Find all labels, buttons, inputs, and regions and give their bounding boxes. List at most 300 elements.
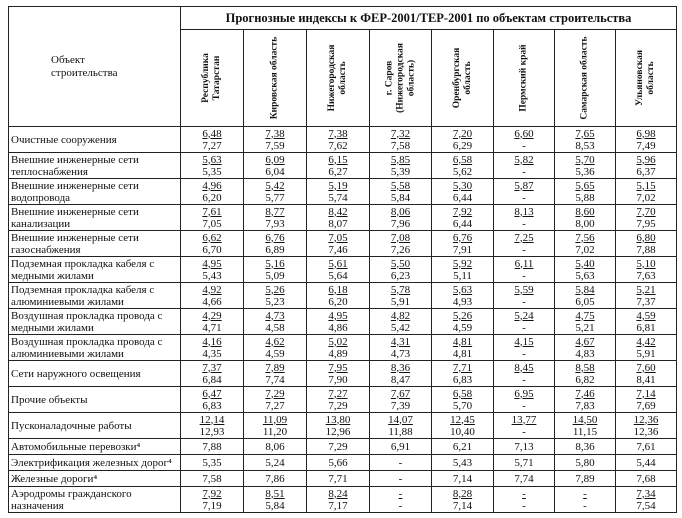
forecast-index-table <box>8 6 677 513</box>
index-value-cell <box>244 335 307 361</box>
base-index-value: 6,44 <box>452 217 473 230</box>
index-value-cell: 6,21 <box>432 439 494 455</box>
forecast-index-value: 8,77 <box>265 205 285 218</box>
index-value-cell <box>494 335 555 361</box>
forecast-index-value: 6,62 <box>202 231 222 244</box>
index-value-cell <box>616 487 677 513</box>
base-index-value: 10,40 <box>450 425 475 438</box>
base-index-value: 5,70 <box>452 399 473 412</box>
forecast-index-value: 6,09 <box>265 153 285 166</box>
index-value-cell <box>244 127 307 153</box>
base-index-value: 4,58 <box>265 321 285 334</box>
object-name-cell: Воздушная прокладка провода с медными жилами <box>9 309 181 335</box>
index-value-cell <box>555 387 616 413</box>
region-header-label: Республика Татарстан <box>201 53 222 103</box>
base-index-value: 6,04 <box>265 165 285 178</box>
base-index-value: 11,88 <box>388 425 413 438</box>
table-row <box>9 179 677 205</box>
forecast-index-value: 8,06 <box>390 205 411 218</box>
index-value-cell <box>494 361 555 387</box>
index-value-cell <box>370 309 432 335</box>
index-value-cell <box>370 361 432 387</box>
forecast-index-value: 7,89 <box>265 361 285 374</box>
base-index-value: 8,53 <box>575 139 595 152</box>
forecast-index-value: 7,92 <box>452 205 473 218</box>
forecast-index-value: 5,02 <box>328 335 348 348</box>
base-index-value: 12,36 <box>633 425 659 438</box>
forecast-index-value: 7,32 <box>390 127 411 140</box>
base-index-value: 4,59 <box>452 321 473 334</box>
index-value-cell <box>181 413 244 439</box>
index-value-cell <box>555 335 616 361</box>
base-index-value: 7,02 <box>575 243 595 256</box>
base-index-value: 6,82 <box>575 373 595 386</box>
index-value-cell <box>181 387 244 413</box>
index-value-cell <box>494 487 555 513</box>
base-index-value: - <box>522 499 526 512</box>
index-value-cell <box>307 231 370 257</box>
index-value-cell: 7,58 <box>181 471 244 487</box>
index-value-cell <box>370 127 432 153</box>
forecast-index-value: 4,81 <box>452 335 473 348</box>
base-index-value: 8,41 <box>636 373 656 386</box>
region-header-label: Пермский край <box>518 44 529 112</box>
base-index-value: 7,93 <box>265 217 285 230</box>
forecast-index-value: 7,65 <box>575 127 595 140</box>
base-index-value: - <box>522 373 526 386</box>
index-value-cell <box>494 257 555 283</box>
base-index-value: 7,90 <box>328 373 348 386</box>
forecast-index-value: 7,46 <box>575 387 595 400</box>
region-header-label: Оренбургская область <box>451 47 473 109</box>
index-value-cell <box>555 231 616 257</box>
region-header-label: г. Саров (Нижегородская область) <box>384 43 416 113</box>
forecast-index-value: 5,26 <box>265 283 285 296</box>
forecast-index-value: 12,14 <box>199 413 225 426</box>
table-row <box>9 361 677 387</box>
object-name-cell: Железные дороги⁴ <box>9 471 181 487</box>
index-value-cell <box>244 179 307 205</box>
base-index-value: 6,05 <box>575 295 595 308</box>
object-name-cell: Внешние инженерные сети канализации <box>9 205 181 231</box>
forecast-index-value: 4,62 <box>265 335 285 348</box>
table-row <box>9 257 677 283</box>
index-value-cell <box>494 153 555 179</box>
forecast-index-value: 8,28 <box>452 487 473 500</box>
index-value-cell <box>616 205 677 231</box>
index-value-cell: 5,24 <box>244 455 307 471</box>
index-value-cell: 5,66 <box>307 455 370 471</box>
index-value-cell <box>244 257 307 283</box>
forecast-index-value: 8,58 <box>575 361 595 374</box>
base-index-value: 7,46 <box>328 243 348 256</box>
base-index-value: - <box>583 499 587 512</box>
forecast-index-value: 7,92 <box>202 487 222 500</box>
forecast-index-value: 4,15 <box>514 335 534 348</box>
index-value-cell <box>616 413 677 439</box>
object-name-cell: Подземная прокладка кабеля с алюминиевыми жилами <box>9 283 181 309</box>
index-value-cell <box>616 283 677 309</box>
forecast-index-value: 8,13 <box>514 205 534 218</box>
index-value-cell <box>555 127 616 153</box>
forecast-index-value: 7,70 <box>636 205 656 218</box>
forecast-index-value: 6,76 <box>452 231 473 244</box>
table-row <box>9 487 677 513</box>
index-value-cell <box>494 205 555 231</box>
base-index-value: 4,59 <box>265 347 285 360</box>
index-value-cell <box>432 387 494 413</box>
index-value-cell <box>370 231 432 257</box>
forecast-index-value: 6,18 <box>328 283 348 296</box>
index-value-cell <box>616 179 677 205</box>
index-table-container <box>8 6 676 514</box>
forecast-index-value: 4,92 <box>202 283 222 296</box>
index-value-cell: 7,14 <box>432 471 494 487</box>
index-value-cell <box>555 153 616 179</box>
forecast-index-value: 14,07 <box>388 413 413 426</box>
forecast-index-value: 6,15 <box>328 153 348 166</box>
forecast-index-value: 7,14 <box>636 387 656 400</box>
base-index-value: 7,54 <box>636 499 656 512</box>
base-index-value: 7,39 <box>390 399 411 412</box>
index-value-cell <box>616 153 677 179</box>
index-value-cell <box>616 335 677 361</box>
base-index-value: - <box>522 269 526 282</box>
index-value-cell <box>616 127 677 153</box>
region-header <box>181 30 244 127</box>
index-value-cell <box>555 361 616 387</box>
base-index-value: 7,83 <box>575 399 595 412</box>
index-value-cell <box>432 283 494 309</box>
index-value-cell <box>370 335 432 361</box>
forecast-index-value: 7,08 <box>390 231 411 244</box>
base-index-value: - <box>522 243 526 256</box>
index-value-cell: 7,13 <box>494 439 555 455</box>
index-value-cell <box>181 179 244 205</box>
forecast-index-value: 7,56 <box>575 231 595 244</box>
forecast-index-value: 8,60 <box>575 205 595 218</box>
base-index-value: 7,88 <box>636 243 656 256</box>
base-index-value: 5,42 <box>390 321 411 334</box>
index-value-cell <box>432 153 494 179</box>
index-value-cell <box>307 257 370 283</box>
table-row <box>9 309 677 335</box>
index-value-cell <box>432 487 494 513</box>
forecast-index-value: 5,21 <box>636 283 656 296</box>
index-value-cell <box>307 335 370 361</box>
table-row <box>9 335 677 361</box>
index-value-cell: 7,68 <box>616 471 677 487</box>
forecast-index-value: 5,42 <box>265 179 285 192</box>
index-value-cell <box>181 231 244 257</box>
region-header <box>244 30 307 127</box>
forecast-index-value: 6,47 <box>202 387 222 400</box>
index-value-cell <box>494 387 555 413</box>
forecast-index-value: 5,24 <box>514 309 534 322</box>
forecast-index-value: 8,36 <box>390 361 411 374</box>
forecast-index-value: 4,31 <box>390 335 411 348</box>
base-index-value: 4,89 <box>328 347 348 360</box>
index-value-cell <box>307 309 370 335</box>
index-value-cell <box>494 283 555 309</box>
forecast-index-value: 7,20 <box>452 127 473 140</box>
index-value-cell <box>181 283 244 309</box>
forecast-index-value: 4,16 <box>202 335 222 348</box>
index-value-cell: 5,35 <box>181 455 244 471</box>
forecast-index-value: 5,50 <box>390 257 411 270</box>
forecast-index-value: 7,05 <box>328 231 348 244</box>
index-value-cell <box>616 309 677 335</box>
index-value-cell <box>181 361 244 387</box>
forecast-index-value: 6,98 <box>636 127 656 140</box>
index-value-cell <box>555 487 616 513</box>
index-value-cell <box>432 127 494 153</box>
base-index-value: 7,27 <box>202 139 222 152</box>
index-value-cell <box>494 231 555 257</box>
region-header-label: Самарская область <box>579 36 590 120</box>
forecast-index-value: 5,63 <box>452 283 473 296</box>
region-header-label: Нижегородская область <box>327 44 348 112</box>
forecast-index-value: 4,96 <box>202 179 222 192</box>
region-header-label: Кировская область <box>269 36 280 120</box>
index-value-cell: 5,71 <box>494 455 555 471</box>
region-header-label: Ульяновская область <box>635 49 657 107</box>
object-name-cell: Прочие объекты <box>9 387 181 413</box>
forecast-index-value: 5,70 <box>575 153 595 166</box>
forecast-index-value: 5,30 <box>452 179 473 192</box>
base-index-value: 6,44 <box>452 191 473 204</box>
base-index-value: 5,91 <box>636 347 656 360</box>
index-value-cell: 7,29 <box>307 439 370 455</box>
base-index-value: 6,29 <box>452 139 473 152</box>
object-name-cell: Внешние инженерные сети теплоснабжения <box>9 153 181 179</box>
base-index-value: 7,17 <box>328 499 348 512</box>
index-value-cell: 7,89 <box>555 471 616 487</box>
forecast-index-value: 5,85 <box>390 153 411 166</box>
index-value-cell <box>555 179 616 205</box>
forecast-index-value: 6,76 <box>265 231 285 244</box>
table-body <box>9 127 677 513</box>
forecast-index-value: 6,11 <box>514 257 534 270</box>
object-name-cell: Внешние инженерные сети водопровода <box>9 179 181 205</box>
index-value-cell <box>181 153 244 179</box>
forecast-index-value: 5,10 <box>636 257 656 270</box>
base-index-value: 4,73 <box>390 347 411 360</box>
base-index-value: 5,64 <box>328 269 348 282</box>
index-value-cell <box>555 205 616 231</box>
index-value-cell <box>370 387 432 413</box>
object-name-cell: Подземная прокладка кабеля с медными жилами <box>9 257 181 283</box>
index-value-cell <box>555 257 616 283</box>
index-value-cell <box>307 127 370 153</box>
forecast-index-value: - <box>398 487 403 500</box>
index-value-cell <box>244 309 307 335</box>
forecast-index-value: 5,87 <box>514 179 534 192</box>
object-column-header: Объект строительства <box>9 7 181 127</box>
table-row <box>9 413 677 439</box>
base-index-value: - <box>522 217 526 230</box>
index-value-cell <box>181 257 244 283</box>
index-value-cell <box>616 361 677 387</box>
base-index-value: 7,14 <box>452 499 473 512</box>
base-index-value: 7,69 <box>636 399 656 412</box>
index-value-cell <box>616 257 677 283</box>
forecast-index-value: 7,27 <box>328 387 348 400</box>
region-header <box>494 30 555 127</box>
base-index-value: - <box>522 425 526 438</box>
forecast-index-value: 8,45 <box>514 361 534 374</box>
index-value-cell <box>432 231 494 257</box>
forecast-index-value: 5,78 <box>390 283 411 296</box>
table-row <box>9 455 677 471</box>
index-value-cell <box>244 283 307 309</box>
index-value-cell <box>616 231 677 257</box>
table-row <box>9 205 677 231</box>
index-value-cell: 7,88 <box>181 439 244 455</box>
base-index-value: 7,02 <box>636 191 656 204</box>
index-value-cell: 6,91 <box>370 439 432 455</box>
index-value-cell <box>432 309 494 335</box>
table-row <box>9 283 677 309</box>
forecast-index-value: 5,82 <box>514 153 534 166</box>
forecast-index-value: 5,84 <box>575 283 595 296</box>
index-value-cell <box>181 205 244 231</box>
index-value-cell <box>370 487 432 513</box>
base-index-value: 7,91 <box>452 243 473 256</box>
index-value-cell <box>494 413 555 439</box>
base-index-value: 8,00 <box>575 217 595 230</box>
base-index-value: 11,15 <box>572 425 598 438</box>
index-value-cell <box>494 309 555 335</box>
base-index-value: - <box>522 191 526 204</box>
base-index-value: 4,35 <box>202 347 222 360</box>
base-index-value: - <box>522 347 526 360</box>
base-index-value: - <box>522 399 526 412</box>
base-index-value: 6,89 <box>265 243 285 256</box>
index-value-cell <box>494 127 555 153</box>
index-value-cell: 5,80 <box>555 455 616 471</box>
base-index-value: 7,74 <box>265 373 285 386</box>
index-value-cell <box>370 153 432 179</box>
object-name-cell: Электрификация железных дорог⁴ <box>9 455 181 471</box>
index-value-cell: - <box>370 455 432 471</box>
forecast-index-value: 7,25 <box>514 231 534 244</box>
forecast-index-value: 5,19 <box>328 179 348 192</box>
forecast-index-value: 13,77 <box>511 413 537 426</box>
base-index-value: - <box>522 139 526 152</box>
base-index-value: 12,93 <box>199 425 225 438</box>
forecast-index-value: 5,92 <box>452 257 473 270</box>
table-title: Прогнозные индексы к ФЕР-2001/ТЕР-2001 по объектам строительства <box>181 7 677 30</box>
object-name-cell: Очистные сооружения <box>9 127 181 153</box>
index-value-cell <box>432 205 494 231</box>
index-value-cell <box>181 335 244 361</box>
forecast-index-value: 4,42 <box>636 335 656 348</box>
forecast-index-value: 4,67 <box>575 335 595 348</box>
base-index-value: 5,43 <box>202 269 222 282</box>
base-index-value: 7,95 <box>636 217 656 230</box>
forecast-index-value: 5,59 <box>514 283 534 296</box>
forecast-index-value: 4,73 <box>265 309 285 322</box>
base-index-value: 6,83 <box>452 373 473 386</box>
forecast-index-value: - <box>522 487 526 500</box>
forecast-index-value: 5,96 <box>636 153 656 166</box>
base-index-value: 6,84 <box>202 373 222 386</box>
forecast-index-value: 7,38 <box>265 127 285 140</box>
region-header <box>616 30 677 127</box>
index-value-cell <box>244 205 307 231</box>
forecast-index-value: 7,61 <box>202 205 222 218</box>
base-index-value: 4,93 <box>452 295 473 308</box>
index-value-cell: 8,36 <box>555 439 616 455</box>
forecast-index-value: 6,58 <box>452 153 473 166</box>
index-value-cell <box>307 413 370 439</box>
forecast-index-value: 5,63 <box>202 153 222 166</box>
index-value-cell <box>432 361 494 387</box>
index-value-cell <box>307 205 370 231</box>
base-index-value: 12,96 <box>325 425 351 438</box>
forecast-index-value: 12,36 <box>633 413 659 426</box>
forecast-index-value: 5,65 <box>575 179 595 192</box>
region-header <box>432 30 494 127</box>
index-value-cell <box>307 361 370 387</box>
base-index-value: 6,83 <box>202 399 222 412</box>
base-index-value: 5,11 <box>453 269 472 282</box>
base-index-value: 4,66 <box>202 295 222 308</box>
base-index-value: 7,26 <box>390 243 411 256</box>
base-index-value: 6,20 <box>328 295 348 308</box>
index-value-cell <box>181 487 244 513</box>
base-index-value: 7,96 <box>390 217 411 230</box>
forecast-index-value: 6,80 <box>636 231 656 244</box>
base-index-value: - <box>398 499 403 512</box>
forecast-index-value: 8,24 <box>328 487 348 500</box>
forecast-index-value: 7,60 <box>636 361 656 374</box>
base-index-value: 4,71 <box>202 321 222 334</box>
base-index-value: 5,35 <box>202 165 222 178</box>
forecast-index-value: 8,42 <box>328 205 348 218</box>
base-index-value: 5,74 <box>328 191 348 204</box>
forecast-index-value: 5,61 <box>328 257 348 270</box>
base-index-value: 8,47 <box>390 373 411 386</box>
index-value-cell <box>370 413 432 439</box>
forecast-index-value: 6,48 <box>202 127 222 140</box>
index-value-cell: 8,06 <box>244 439 307 455</box>
table-row <box>9 439 677 455</box>
forecast-index-value: 6,95 <box>514 387 534 400</box>
base-index-value: 6,81 <box>636 321 656 334</box>
base-index-value: 5,91 <box>390 295 411 308</box>
index-value-cell: 7,61 <box>616 439 677 455</box>
forecast-index-value: 7,29 <box>265 387 285 400</box>
index-value-cell <box>370 283 432 309</box>
base-index-value: - <box>522 321 526 334</box>
base-index-value: 6,27 <box>328 165 348 178</box>
index-value-cell <box>555 309 616 335</box>
table-row <box>9 387 677 413</box>
index-value-cell <box>307 387 370 413</box>
object-name-cell: Внешние инженерные сети газоснабжения <box>9 231 181 257</box>
base-index-value: 5,39 <box>390 165 411 178</box>
base-index-value: 8,07 <box>328 217 348 230</box>
forecast-index-value: 4,82 <box>390 309 411 322</box>
table-row <box>9 153 677 179</box>
table-row <box>9 127 677 153</box>
forecast-index-value: 7,67 <box>390 387 411 400</box>
object-name-cell: Пусконаладочные работы <box>9 413 181 439</box>
base-index-value: 5,23 <box>265 295 285 308</box>
base-index-value: - <box>522 165 526 178</box>
